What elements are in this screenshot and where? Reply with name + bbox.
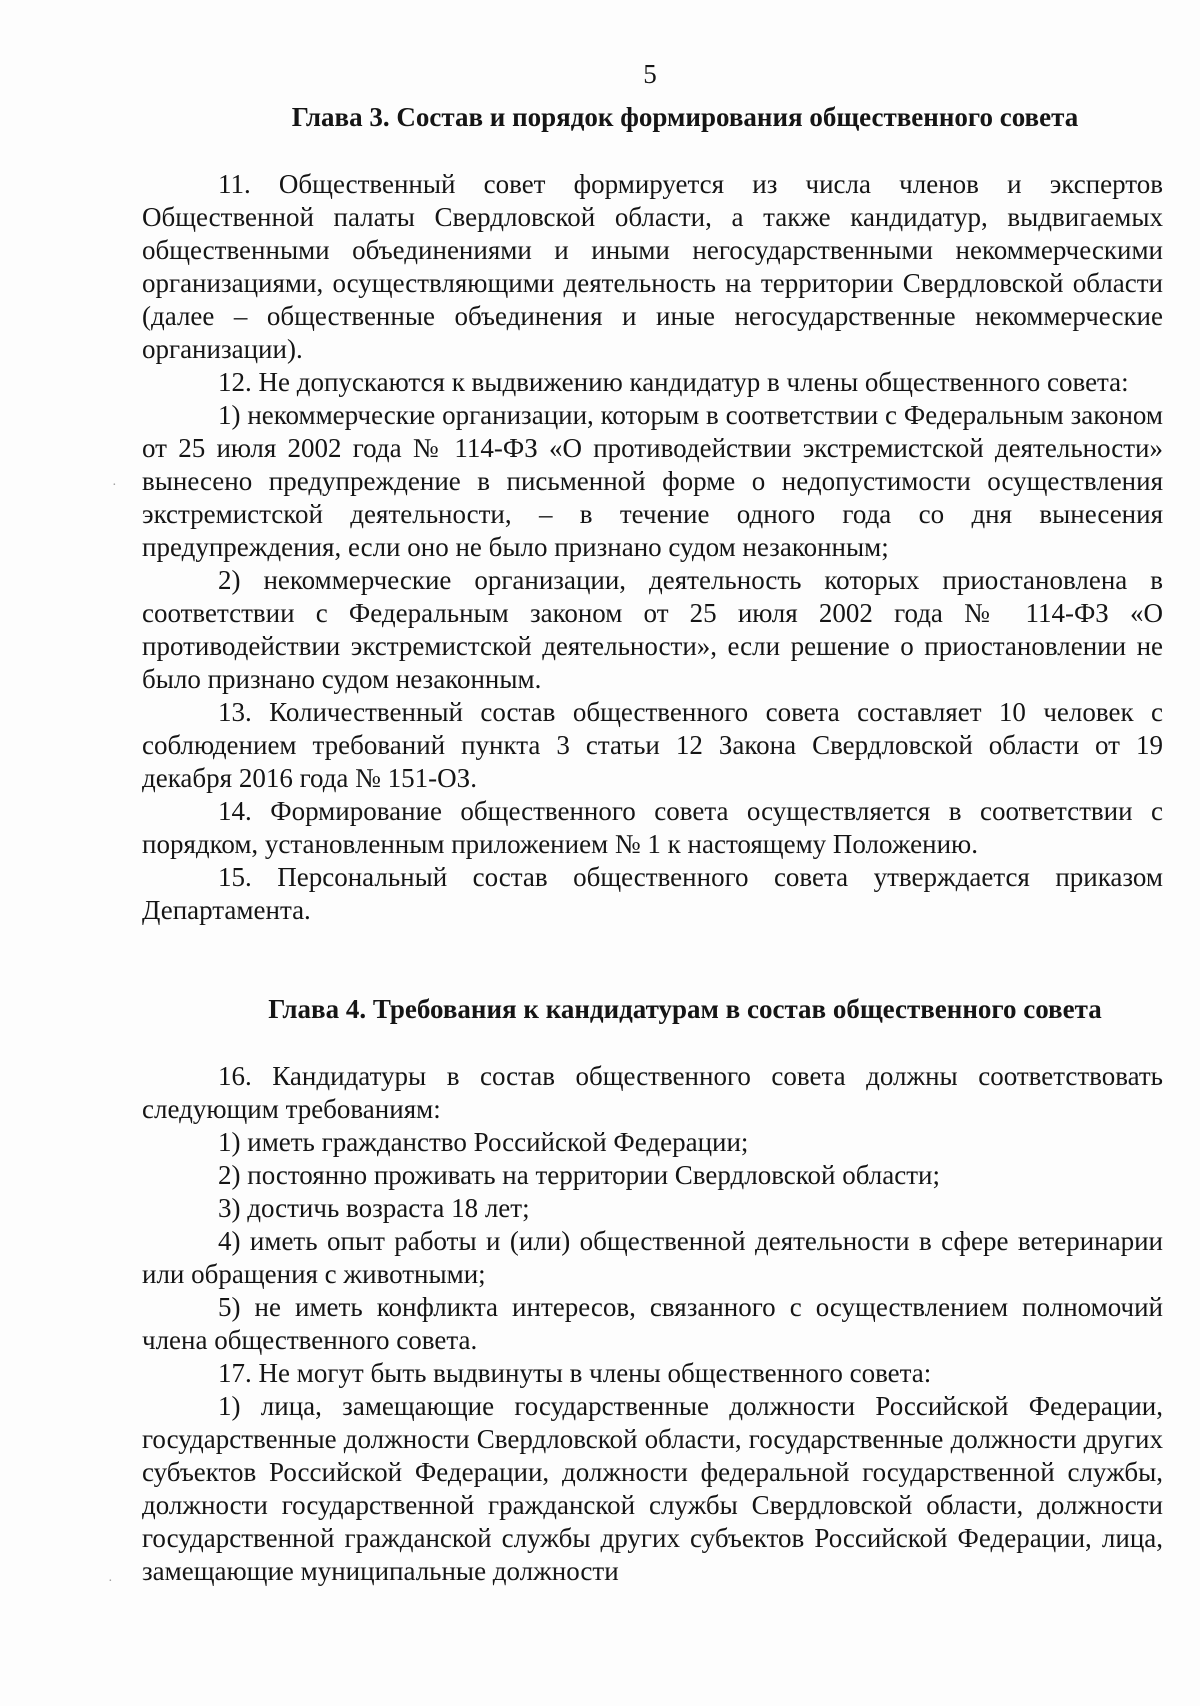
- paragraph-15: 15. Персональный состав общественного совета утверждается приказом Департамента.: [142, 862, 1163, 925]
- paragraph-16: 16. Кандидатуры в состав общественного совета должны соответствовать следующим требованиям:: [142, 1061, 1163, 1124]
- chapter-4-title: Глава 4. Требования к кандидатурам в состав общественного совета: [268, 994, 1102, 1024]
- paragraph-11: 11. Общественный совет формируется из числа членов и экспертов Общественной палаты Свердловской области, а также кандидатур, выдвигаемых общественными объединениями и иными негосударственными некоммерческими организациями, осуществляющими деятельность на территории Свердловской области (далее – общественные объединения и иные негосударственные некоммерческие организации).: [142, 169, 1163, 364]
- paragraph-12: 12. Не допускаются к выдвижению кандидатур в члены общественного совета:: [218, 367, 1129, 397]
- paragraph-16-item-3: 3) достичь возраста 18 лет;: [218, 1193, 530, 1223]
- paragraph-13: 13. Количественный состав общественного совета составляет 10 человек с соблюдением требований пункта 3 статьи 12 Закона Свердловской области от 19 декабря 2016 года № 151-ОЗ.: [142, 697, 1163, 793]
- page-number: 5: [643, 59, 657, 89]
- paragraph-16-item-5: 5) не иметь конфликта интересов, связанного с осуществлением полномочий члена общественного совета.: [142, 1292, 1163, 1355]
- paragraph-16-item-1: 1) иметь гражданство Российской Федерации;: [218, 1127, 749, 1157]
- paragraph-14: 14. Формирование общественного совета осуществляется в соответствии с порядком, установленным приложением № 1 к настоящему Положению.: [142, 796, 1163, 859]
- chapter-3-body: [142, 168, 1163, 927]
- paragraph-17-item-1: 1) лица, замещающие государственные должности Российской Федерации, государственные должности Свердловской области, государственные должности других субъектов Российской Федерации, должности федеральной государственной службы, должности государственной гражданской службы Свердловской области, должности государственной гражданской службы других субъектов Российской Федерации, лица, замещающие муниципальные должности: [142, 1391, 1163, 1586]
- paragraph-12-item-1: 1) некоммерческие организации, которым в соответствии с Федеральным законом от 25 июля 2002 года № 114-ФЗ «О противодействии экстремистской деятельности» вынесено предупреждение в письменной форме о недопустимости осуществления экстремистской деятельности, – в течение одного года со дня вынесения предупреждения, если оно не было признано судом незаконным;: [142, 400, 1163, 562]
- paragraph-16-item-4: 4) иметь опыт работы и (или) общественной деятельности в сфере ветеринарии или обращения с животными;: [142, 1226, 1163, 1289]
- scan-artifact: ·: [108, 1574, 113, 1589]
- chapter-4-body: [142, 1060, 1163, 1588]
- chapter-3-title: Глава 3. Состав и порядок формирования общественного совета: [291, 102, 1079, 132]
- scan-artifact: ·: [112, 478, 117, 493]
- paragraph-12-item-2: 2) некоммерческие организации, деятельность которых приостановлена в соответствии с Федеральным законом от 25 июля 2002 года № 114-ФЗ «О противодействии экстремистской деятельности», если решение о приостановлении не было признано судом незаконным.: [142, 565, 1163, 694]
- paragraph-17: 17. Не могут быть выдвинуты в члены общественного совета:: [218, 1358, 932, 1388]
- paragraph-16-item-2: 2) постоянно проживать на территории Свердловской области;: [218, 1160, 940, 1190]
